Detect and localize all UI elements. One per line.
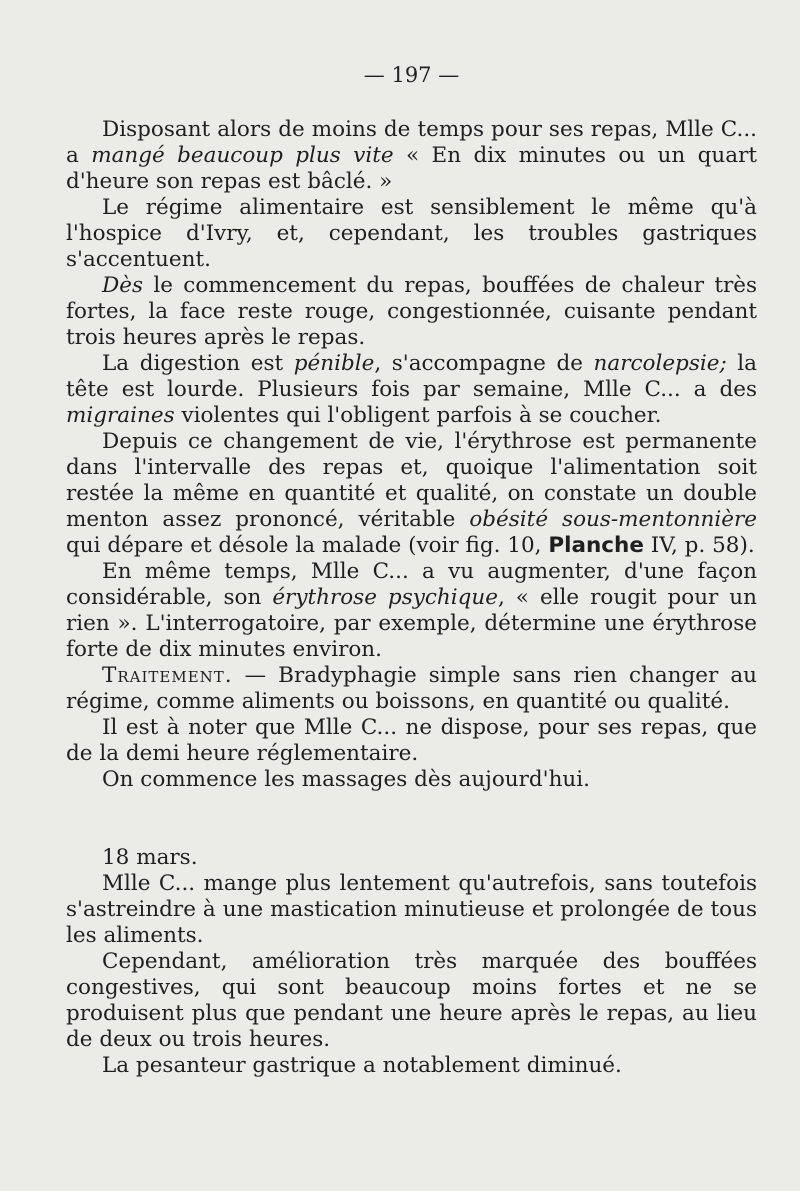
text-run: mangé beaucoup plus vite (91, 143, 394, 168)
text-run: Dès (102, 273, 143, 298)
text-run: narcolepsie; (593, 351, 727, 376)
paragraph-p4 (66, 351, 757, 429)
page-number: — 197 — (363, 63, 460, 87)
paragraph-p10 (66, 871, 757, 949)
text-run: La pesanteur gastrique a notablement diminué. (102, 1053, 622, 1078)
text-run: érythrose psychique (272, 585, 498, 610)
text-run: Le régime alimentaire est sensiblement le même qu'à l'hospice d'Ivry, et, cependant, les troubles gastriques s'accentuent. (66, 195, 757, 272)
text-run: la tête est lourde. Plusieurs fois par semaine, Mlle C... a des (66, 351, 757, 402)
paragraph-p7 (66, 663, 757, 715)
text-run: Mlle C... mange plus lentement qu'autrefois, sans toutefois s'astreindre à une mastication minutieuse et prolongée de tous les aliments. (66, 871, 757, 948)
text-run: Disposant alors de moins de temps pour ses repas, Mlle C... a (66, 117, 757, 168)
text-run: qui dépare et désole la malade (voir fig. 10, (66, 533, 549, 558)
dateline: 18 mars. (102, 845, 198, 870)
text-run: Il est à noter que Mlle C... ne dispose, pour ses repas, que de la demi heure réglementaire. (66, 715, 757, 766)
text-run: « En dix minutes ou un quart d'heure son repas est bâclé. » (66, 143, 757, 194)
text-run: — Bradyphagie simple sans rien changer au régime, comme aliments ou boissons, en quantité ou qualité. (66, 663, 757, 714)
paragraph-p9 (66, 767, 757, 793)
paragraph-p6 (66, 559, 757, 663)
text-run: On commence les massages dès aujourd'hui. (102, 767, 590, 792)
text-run: La digestion est (102, 351, 294, 376)
text-run: migraines (66, 403, 175, 428)
body-text-bottom (66, 845, 757, 1079)
text-run: IV, p. 58). (643, 533, 755, 558)
paragraph-p12 (66, 1053, 757, 1079)
body-text-bottom-paragraphs (66, 871, 757, 1079)
text-run: le commencement du repas, bouffées de chaleur très fortes, la face reste rouge, congestionnée, cuisante pendant trois heures après le repas. (66, 273, 757, 350)
paragraph-p3 (66, 273, 757, 351)
paragraph-p5 (66, 429, 757, 559)
text-run: Depuis ce changement de vie, l'érythrose est permanente dans l'intervalle des repas et, quoique l'alimentation soit restée la même en quantité et qualité, on constate un double menton assez prononcé, véritable (66, 429, 757, 532)
text-run: En même temps, Mlle C... a vu augmenter, d'une façon considérable, son (66, 559, 757, 610)
text-run: pénible (293, 351, 375, 376)
text-run: Planche (548, 533, 644, 558)
paragraph-p2 (66, 195, 757, 273)
paragraph-p1 (66, 117, 757, 195)
body-text-top (66, 117, 757, 793)
text-run: Cependant, amélioration très marquée des bouffées congestives, qui sont beaucoup moins fortes et ne se produisent plus que pendant une heure après le repas, au lieu de deux ou trois heures. (66, 949, 757, 1052)
text-run: , s'accompagne de (374, 351, 594, 376)
text-run: Traitement. (102, 663, 233, 688)
text-run: violentes qui l'obligent parfois à se coucher. (174, 403, 662, 428)
paragraph-p11 (66, 949, 757, 1053)
paragraph-p8 (66, 715, 757, 767)
text-run: , « elle rougit pour un rien ». L'interrogatoire, par exemple, détermine une érythrose forte de dix minutes environ. (66, 585, 757, 662)
text-run: obésité sous-mentonnière (469, 507, 757, 532)
